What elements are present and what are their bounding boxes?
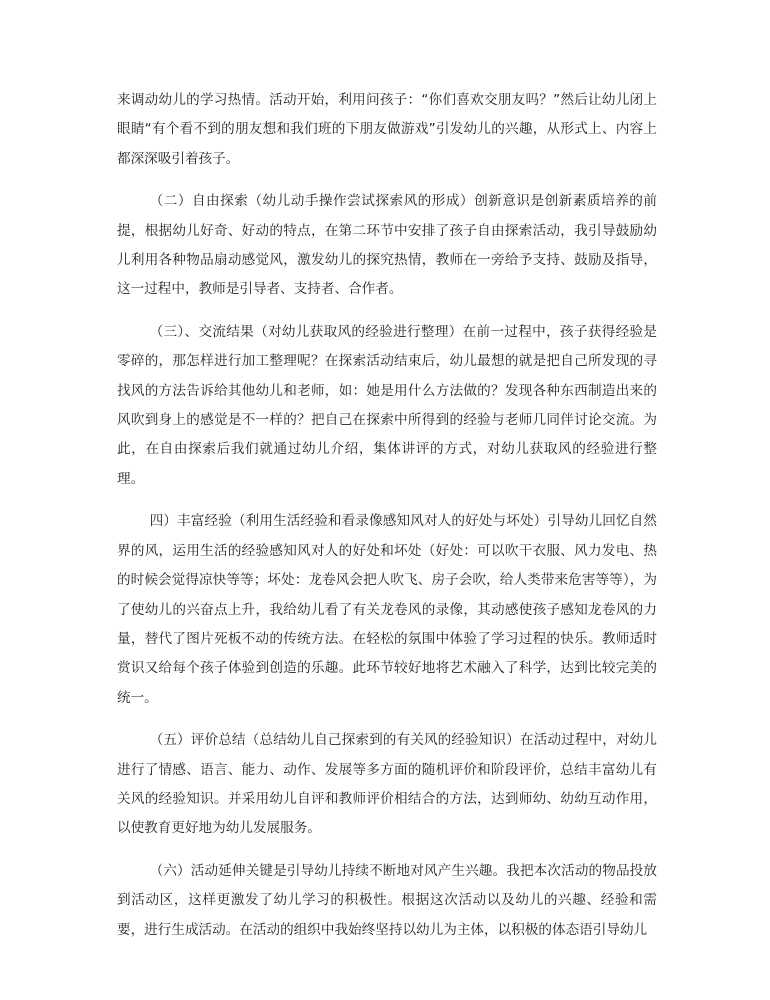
paragraph-activity-extension: （六）活动延伸关键是引导幼儿持续不断地对风产生兴趣。我把本次活动的物品投放到活动区，这样更激发了幼儿学习的积极性。根据这次活动以及幼儿的兴趣、经验和需要，进行生成活动。在活动的组织中我始终坚持以幼儿为主体，以积极的体态语引导幼儿 [117,862,657,938]
paragraph-evaluation-summary: （五）评价总结（总结幼儿自己探索到的有关风的经验知识）在活动过程中，对幼儿进行了情感、语言、能力、动作、发展等多方面的随机评价和阶段评价，总结丰富幼儿有关风的经验知识。并采用幼儿自评和教师评价相结合的方法，达到师幼、幼幼互动作用，以使教育更好地为幼儿发展服务。 [117,732,657,837]
paragraph-intro-continued: 来调动幼儿的学习热情。活动开始，利用问孩子：“你们喜欢交朋友吗？”然后让幼儿闭上眼睛“有个看不到的朋友想和我们班的下朋友做游戏”引发幼儿的兴趣，从形式上、内容上都深深吸引着孩子。 [117,92,657,167]
paragraph-free-exploration: （二）自由探索（幼儿动手操作尝试探索风的形成）创新意识是创新素质培养的前提，根据幼儿好奇、好动的特点，在第二环节中安排了孩子自由探索活动，我引导鼓励幼儿利用各种物品扇动感觉风，激发幼儿的探究热情，教师在一旁给予支持、鼓励及指导，这一过程中，教师是引导者、支持者、合作者。 [117,193,657,298]
document-page [117,86,657,958]
paragraph-enrich-experience: 四）丰富经验（利用生活经验和看录像感知风对人的好处与坏处）引导幼儿回忆自然界的风，运用生活的经验感知风对人的好处和坏处（好处：可以吹干衣服、风力发电、热的时候会觉得凉快等等；坏处：龙卷风会把人吹飞、房子会吹，给人类带来危害等等），为了使幼儿的兴奋点上升，我给幼儿看了有关龙卷风的录像，其动感使孩子感知龙卷风的力量，替代了图片死板不动的传统方法。在轻松的氛围中体验了学习过程的快乐。教师适时赏识又给每个孩子体验到创造的乐趣。此环节较好地将艺术融入了科学，达到比较完美的统一。 [117,513,657,706]
paragraph-exchange-results: （三）、交流结果（对幼儿获取风的经验进行整理）在前一过程中，孩子获得经验是零碎的，那怎样进行加工整理呢？在探索活动结束后，幼儿最想的就是把自己所发现的寻找风的方法告诉给其他幼儿和老师，如：她是用什么方法做的？发现各种东西制造出来的风吹到身上的感觉是不一样的？把自己在探索中所得到的经验与老师几同伴讨论交流。为此，在自由探索后我们就通过幼儿介绍，集体讲评的方式，对幼儿获取风的经验进行整理。 [117,323,657,487]
